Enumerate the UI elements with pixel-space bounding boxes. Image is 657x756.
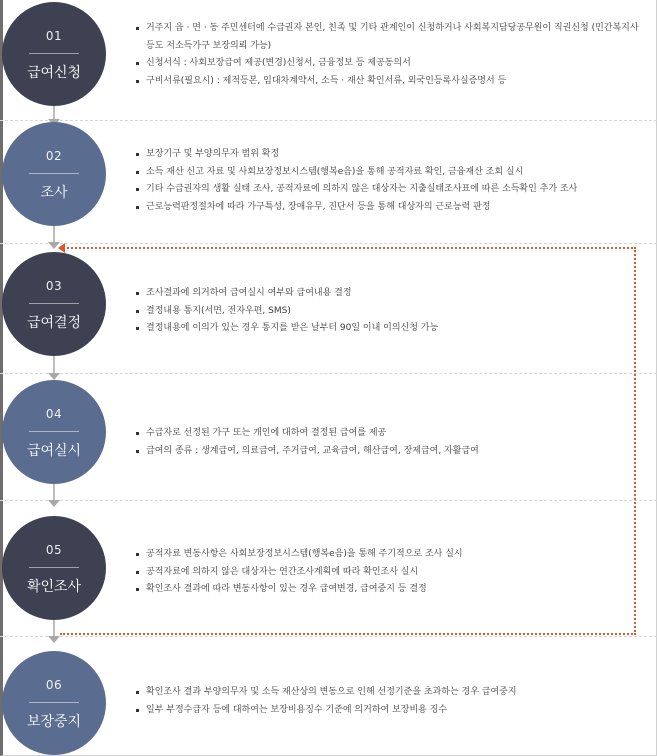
step-circle-01: [2, 2, 106, 106]
detail-item: 신청서식 : 사회보장급여 제공(변경)신청서, 금융정보 등 제공동의서: [136, 55, 641, 73]
detail-item: 소득 재산 신고 자료 및 사회보장정보시스템(행복e음)을 통해 공적자료 확인, 금융재산 조회 실시: [136, 164, 641, 182]
step-number: 06: [45, 678, 63, 692]
connector-line: [53, 620, 55, 637]
row-separator: [0, 243, 657, 244]
detail-item: 결정내용 통지(서면, 전자우편, SMS): [136, 303, 641, 321]
row-separator: [0, 636, 657, 637]
connector-line: [53, 225, 55, 243]
step-05-details: [136, 546, 641, 599]
detail-item: 거주지 읍 · 면 · 동 주민센터에 수급권자 본인, 친족 및 기타 관계인이 신청하거나 사회복지담당공무원이 직권신청 (민간복지사 등도 저소득가구 보장의뢰 가능): [136, 20, 641, 55]
down-arrow-icon: [48, 636, 60, 643]
detail-item: 수급자로 선정된 가구 또는 개인에 대하여 결정된 급여를 제공: [136, 425, 641, 443]
detail-item: 일부 부정수급자 등에 대하여는 보장비용징수 기준에 의거하여 보장비용 징수: [136, 702, 641, 720]
step-title: 급여결정: [26, 315, 82, 331]
step-title: 확인조사: [26, 579, 82, 595]
down-arrow-icon: [48, 373, 60, 380]
step-number: 04: [45, 407, 63, 421]
row-separator: [0, 120, 657, 121]
step-title: 보장중지: [26, 714, 82, 730]
circle-divider: [29, 303, 79, 304]
detail-item: 확인조사 결과 부양의무자 및 소득 재산상의 변동으로 인해 선정기준을 초과하는 경우 급여중지: [136, 684, 641, 702]
detail-item: 보장기구 및 부양의무자 범위 확정: [136, 146, 641, 164]
step-number: 02: [45, 149, 63, 163]
step-title: 급여신청: [26, 65, 82, 81]
step-circle-05: [2, 516, 106, 620]
circle-divider: [29, 567, 79, 568]
down-arrow-icon: [48, 500, 60, 507]
circle-divider: [29, 53, 79, 54]
connector-line: [53, 484, 55, 501]
step-circle-06: [2, 651, 106, 755]
detail-item: 공적자료 변동사항은 사회보장정보시스템(행복e음)을 통해 주기적으로 조사 실시: [136, 546, 641, 564]
step-02-details: [136, 146, 641, 216]
circle-divider: [29, 173, 79, 174]
detail-item: 조사결과에 의거하여 급여실시 여부와 급여내용 결정: [136, 285, 641, 303]
step-number: 05: [45, 543, 63, 557]
detail-item: 결정내용에 이의가 있는 경우 통지를 받은 날부터 90일 이내 이의신청 가능: [136, 320, 641, 338]
circle-divider: [29, 431, 79, 432]
step-circle-03: [2, 252, 106, 356]
detail-item: 확인조사 결과에 따라 변동사항이 있는 경우 급여변경, 급여중지 등 결정: [136, 581, 641, 599]
step-04-details: [136, 425, 641, 460]
detail-item: 근로능력판정절차에 따라 가구특성, 장애유무, 진단서 등을 통해 대상자의 근로능력 판정: [136, 199, 641, 217]
detail-item: 구비서류(필요시) : 제적등본, 임대차계약서, 소득 · 재산 확인서류, 외국인등록사실증명서 등: [136, 73, 641, 91]
step-title: 급여실시: [26, 443, 82, 459]
circle-divider: [29, 702, 79, 703]
step-03-details: [136, 285, 641, 338]
connector-line: [53, 106, 55, 120]
connector-line: [53, 356, 55, 374]
detail-item: 공적자료에 의하지 않은 대상자는 연간조사계획에 따라 확인조사 실시: [136, 564, 641, 582]
step-title: 조사: [40, 185, 68, 201]
step-number: 03: [45, 279, 63, 293]
step-circle-04: [2, 380, 106, 484]
detail-item: 급여의 종류 : 생계급여, 의료급여, 주거급여, 교육급여, 해산급여, 장제급여, 자활급여: [136, 443, 641, 461]
step-number: 01: [45, 29, 63, 43]
step-circle-02: [2, 122, 106, 226]
step-06-details: [136, 684, 641, 719]
step-01-details: [136, 20, 641, 90]
detail-item: 기타 수급권자의 생활 실태 조사, 공적자료에 의하지 않은 대상자는 지출실태조사표에 따른 소득확인 추가 조사: [136, 181, 641, 199]
